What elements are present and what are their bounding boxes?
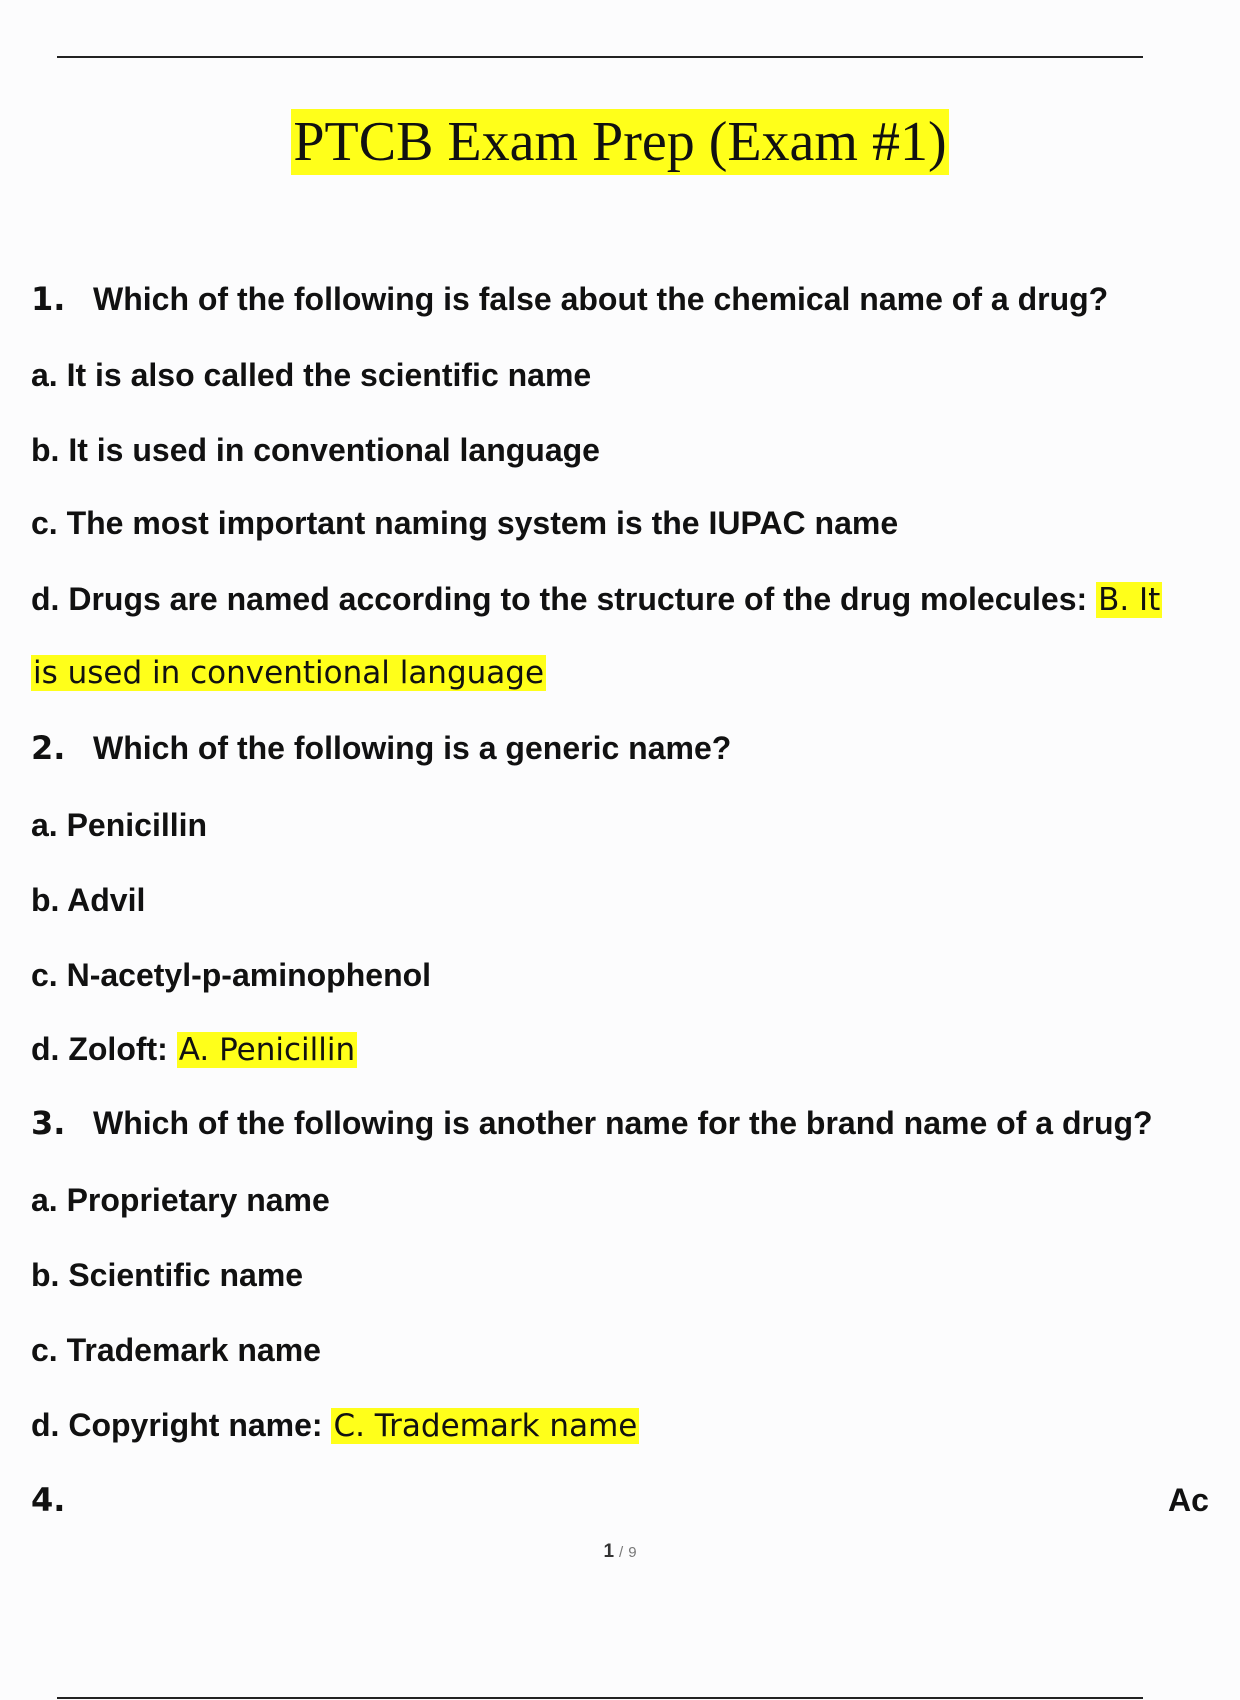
- question-text: Which of the following is false about the chemical name of a drug?: [93, 281, 1109, 317]
- page-title: [0, 110, 1240, 174]
- option-1b: b. It is used in conventional language: [31, 432, 600, 468]
- option-text: d. Copyright name:: [31, 1407, 323, 1443]
- option-text: d. Drugs are named according to the structure of the drug molecules:: [31, 581, 1088, 617]
- question-text: Which of the following is another name for the brand name of a drug?: [93, 1105, 1153, 1141]
- question-number: 3.: [31, 1104, 66, 1142]
- top-rule: [57, 56, 1143, 58]
- question-text: Which of the following is a generic name?: [93, 730, 732, 766]
- option-3a: a. Proprietary name: [31, 1182, 330, 1218]
- question-4-text-fragment: Ac: [1168, 1482, 1209, 1518]
- question-4: [31, 1480, 93, 1520]
- page-indicator: [0, 1541, 1240, 1563]
- answer-highlight: B. It: [1098, 582, 1161, 618]
- answer-continuation: [31, 653, 546, 699]
- current-page: 1: [603, 1541, 615, 1562]
- question-3: [31, 1103, 1153, 1143]
- answer-highlight-continued: is used in conventional language: [33, 655, 545, 691]
- answer-highlight: A. Penicillin: [178, 1032, 356, 1068]
- option-2b: b. Advil: [31, 882, 146, 918]
- option-3c: c. Trademark name: [31, 1332, 321, 1368]
- option-1c: c. The most important naming system is the IUPAC name: [31, 505, 899, 541]
- total-pages: 9: [628, 1544, 637, 1561]
- question-1: [31, 279, 1108, 319]
- option-3b: b. Scientific name: [31, 1257, 304, 1293]
- page-separator: /: [619, 1544, 624, 1561]
- option-2d: [31, 1029, 357, 1070]
- answer-highlight: C. Trademark name: [333, 1408, 638, 1444]
- question-number: 4.: [31, 1481, 66, 1519]
- question-number: 1.: [31, 280, 66, 318]
- question-number: 2.: [31, 729, 66, 767]
- question-2: [31, 728, 731, 768]
- option-text: d. Zoloft:: [31, 1031, 168, 1067]
- option-2a: a. Penicillin: [31, 807, 208, 843]
- option-3d: [31, 1405, 639, 1446]
- option-2c: c. N-acetyl-p-aminophenol: [31, 957, 432, 993]
- bottom-rule: [57, 1697, 1143, 1699]
- option-1a: a. It is also called the scientific name: [31, 357, 592, 393]
- title-highlight: PTCB Exam Prep (Exam #1): [293, 111, 947, 173]
- option-1d: [31, 579, 1162, 620]
